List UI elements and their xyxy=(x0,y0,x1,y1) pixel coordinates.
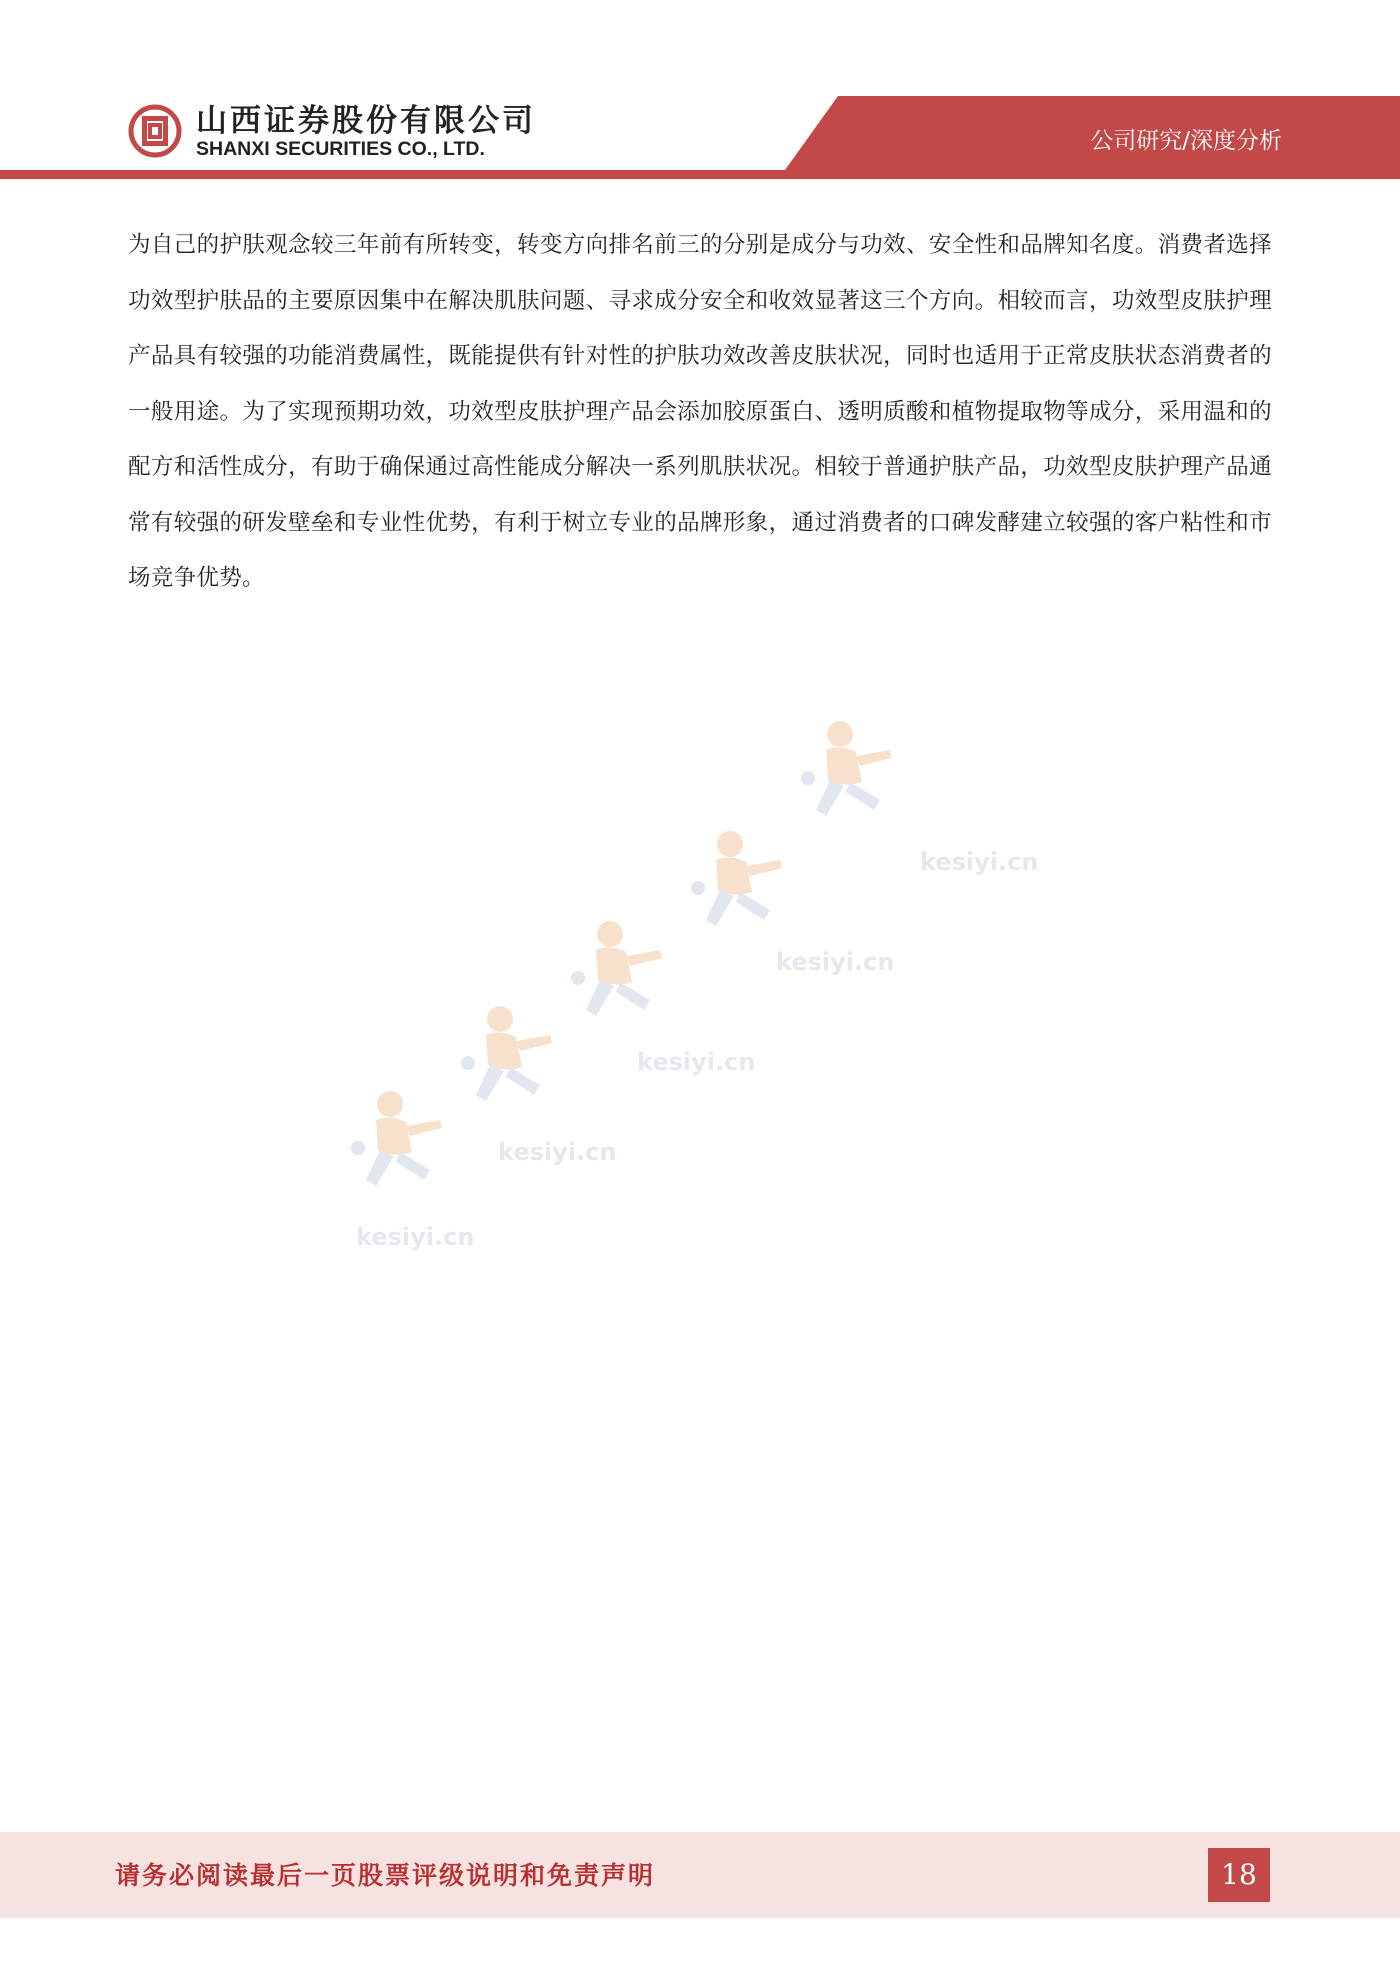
watermark-runner-1 xyxy=(351,1091,442,1186)
header-left-tab xyxy=(0,170,785,179)
page-header xyxy=(0,0,1400,190)
watermark-text-4: kesiyi.cn xyxy=(776,948,895,976)
watermark-runner-3 xyxy=(571,921,662,1016)
main-content xyxy=(128,218,1272,607)
watermark xyxy=(340,700,1080,1270)
page-number: 18 xyxy=(1208,1848,1270,1902)
header-banner xyxy=(0,0,1400,190)
report-type-label: 公司研究/深度分析 xyxy=(1090,128,1282,154)
watermark-runner-2 xyxy=(461,1006,552,1101)
watermark-text-1: kesiyi.cn xyxy=(356,1223,475,1251)
company-name-en: SHANXI SECURITIES CO., LTD. xyxy=(196,138,485,160)
watermark-text-2: kesiyi.cn xyxy=(498,1138,617,1166)
disclaimer-link: 请务必阅读最后一页股票评级说明和免责声明 xyxy=(115,1861,656,1890)
page-footer xyxy=(0,1832,1400,1918)
watermark-text-3: kesiyi.cn xyxy=(637,1048,756,1076)
watermark-text-5: kesiyi.cn xyxy=(920,848,1039,876)
watermark-runner-4 xyxy=(691,831,782,926)
company-name-cn: 山西证券股份有限公司 xyxy=(196,103,536,139)
company-logo-icon xyxy=(128,104,182,158)
body-paragraph: 为自己的护肤观念较三年前有所转变，转变方向排名前三的分别是成分与功效、安全性和品牌知名度。消费者选择功效型护肤品的主要原因集中在解决肌肤问题、寻求成分安全和收效显著这三个方向。相较而言，功效型皮肤护理产品具有较强的功能消费属性，既能提供有针对性的护肤功效改善皮肤状况，同时也适用于正常皮肤状态消费者的一般用途。为了实现预期功效，功效型皮肤护理产品会添加胶原蛋白、透明质酸和植物提取物等成分，采用温和的配方和活性成分，有助于确保通过高性能成分解决一系列肌肤状况。相较于普通护肤产品，功效型皮肤护理产品通常有较强的研发壁垒和专业性优势，有利于树立专业的品牌形象，通过消费者的口碑发酵建立较强的客户粘性和市场竞争优势。 xyxy=(128,232,1272,591)
watermark-runner-5 xyxy=(801,721,892,816)
